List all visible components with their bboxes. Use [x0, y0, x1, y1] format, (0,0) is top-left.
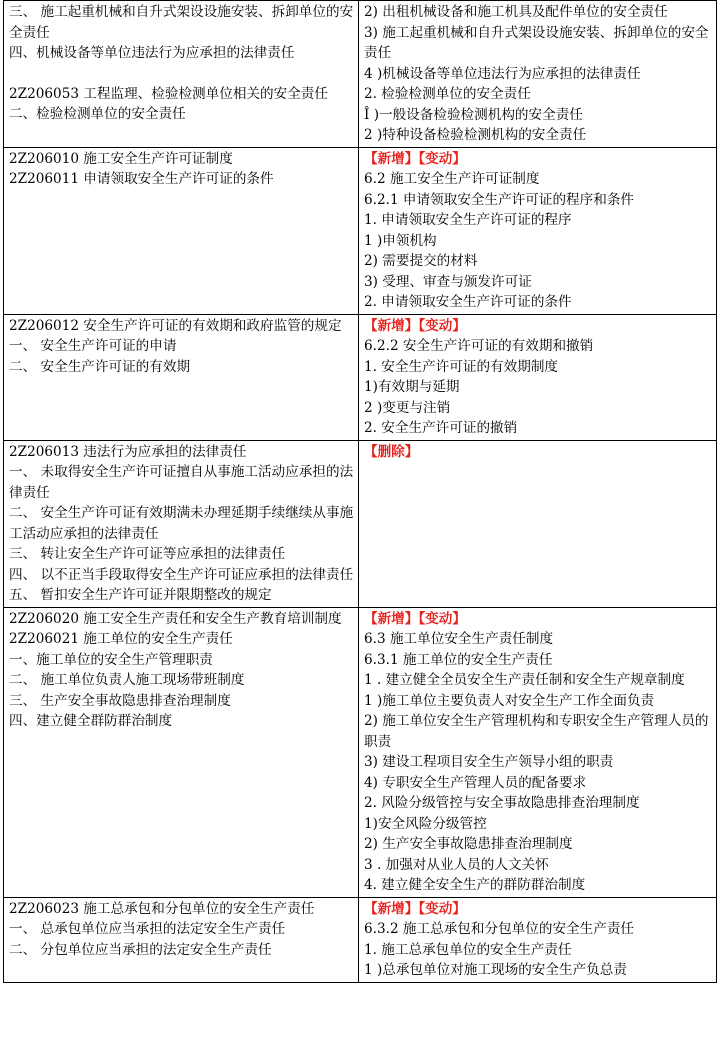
new-text-line: 2. 安全生产许可证的撤销 [364, 420, 518, 436]
change-tags [364, 149, 712, 170]
table-row [4, 1, 717, 148]
new-text-line: 3) 建设工程项目安全生产领导小组的职责 [364, 754, 614, 770]
new-edition-cell [359, 314, 717, 440]
new-edition-cell [359, 440, 717, 607]
old-edition-cell [4, 147, 359, 314]
old-text-line: 三、 转让安全生产许可证等应承担的法律责任 [9, 546, 286, 562]
new-text-line: 1 )总承包单位对施工现场的安全生产负总责 [364, 962, 627, 978]
tag-added: 【新增】 [364, 900, 419, 917]
change-tags [364, 442, 712, 463]
new-text-line: 2) 生产安全事故隐患排查治理制度 [364, 836, 573, 852]
old-text-line: 2Z206053 工程监理、检验检测单位相关的安全责任 [9, 85, 328, 102]
new-text-line: 6.3 施工单位安全生产责任制度 [364, 631, 554, 647]
old-text-line: 一、 总承包单位应当承担的法定安全生产责任 [9, 921, 286, 937]
old-text-line: 三、 施工起重机械和自升式架设设施安装、拆卸单位的安全责任 [9, 4, 354, 41]
new-edition-cell [359, 1, 717, 148]
new-edition-cell [359, 897, 717, 982]
new-text-line: 6.3.2 施工总承包和分包单位的安全生产责任 [364, 921, 635, 937]
tag-added: 【新增】 [364, 150, 419, 167]
tag-added: 【新增】 [364, 317, 419, 334]
new-text-line: 1)有效期与延期 [364, 379, 460, 395]
old-edition-cell [4, 607, 359, 897]
old-text-line: 五、 暂扣安全生产许可证并限期整改的规定 [9, 587, 272, 603]
old-text-line: 一、施工单位的安全生产管理职责 [9, 651, 213, 668]
table-row [4, 607, 717, 897]
comparison-table [3, 0, 717, 983]
old-text-line: 2Z206013 违法行为应承担的法律责任 [9, 443, 247, 460]
old-text-line: 四、机械设备等单位违法行为应承担的法律责任 [9, 45, 295, 61]
new-text-line: 1. 安全生产许可证的有效期制度 [364, 358, 559, 375]
old-text-line: 2Z206021 施工单位的安全生产责任 [9, 631, 233, 647]
old-text-line: 四、 以不正当手段取得安全生产许可证应承担的法律责任 [9, 566, 354, 583]
new-text-line: 6.2.2 安全生产许可证的有效期和撤销 [364, 338, 594, 354]
new-text-line: 2) 需要提交的材料 [364, 253, 478, 269]
new-text-line: 2 )变更与注销 [364, 399, 451, 416]
change-tags [364, 899, 712, 920]
old-text-line: 二、 安全生产许可证的有效期 [9, 358, 191, 375]
new-text-line: 1 . 建立健全全员安全生产责任制和安全生产规章制度 [364, 672, 685, 688]
old-text-line: 2Z206012 安全生产许可证的有效期和政府监管的规定 [9, 317, 342, 334]
old-edition-cell [4, 1, 359, 148]
old-edition-cell [4, 897, 359, 982]
table-row [4, 147, 717, 314]
old-text-line: 二、 施工单位负责人施工现场带班制度 [9, 672, 245, 688]
tag-changed: 【变动】 [418, 150, 466, 167]
new-text-line: 6.2.1 申请领取安全生产许可证的程序和条件 [364, 191, 635, 208]
tag-added: 【新增】 [364, 610, 419, 627]
new-text-line: 2) 施工单位安全生产管理机构和专职安全生产管理人员的职责 [364, 713, 709, 750]
new-text-line: 4 )机械设备等单位违法行为应承担的法律责任 [364, 65, 641, 82]
old-edition-cell [4, 440, 359, 607]
old-text-line: 二、检验检测单位的安全责任 [9, 106, 186, 122]
new-text-line: 4. 建立健全安全生产的群防群治制度 [364, 877, 586, 893]
new-text-line: 3) 施工起重机械和自升式架设设施安装、拆卸单位的安全责任 [364, 24, 709, 61]
change-tags [364, 609, 712, 630]
tag-changed: 【变动】 [418, 317, 466, 334]
new-text-line: 2 )特种设备检验检测机构的安全责任 [364, 127, 587, 143]
new-text-line: 3 . 加强对从业人员的人文关怀 [364, 856, 549, 873]
tag-changed: 【变动】 [418, 610, 466, 627]
old-text-line: 2Z206011 申请领取安全生产许可证的条件 [9, 171, 274, 187]
old-text-line: 一、 未取得安全生产许可证擅自从事施工活动应承担的法律责任 [9, 464, 354, 501]
new-edition-cell [359, 607, 717, 897]
table-row [4, 440, 717, 607]
old-text-line: 2Z206020 施工安全生产责任和安全生产教育培训制度 [9, 610, 342, 627]
old-text-line: 二、 安全生产许可证有效期满未办理延期手续继续从事施工活动应承担的法律责任 [9, 505, 354, 542]
old-text-line: 一、 安全生产许可证的申请 [9, 338, 177, 354]
old-text-line: 二、 分包单位应当承担的法定安全生产责任 [9, 941, 272, 958]
new-text-line: 1)安全风险分级管控 [364, 815, 487, 832]
old-text-line: 2Z206010 施工安全生产许可证制度 [9, 150, 233, 167]
new-text-line: 2. 风险分级管控与安全事故隐患排查治理制度 [364, 795, 640, 811]
old-edition-cell [4, 314, 359, 440]
change-tags [364, 316, 712, 337]
new-text-line: 2. 检验检测单位的安全责任 [364, 86, 531, 102]
new-text-line: 3) 受理、审查与颁发许可证 [364, 273, 532, 290]
new-text-line: 6.3.1 施工单位的安全生产责任 [364, 651, 553, 668]
new-edition-cell [359, 147, 717, 314]
new-text-line: 1. 申请领取安全生产许可证的程序 [364, 212, 572, 228]
new-text-line: 1 )申领机构 [364, 232, 437, 249]
old-text-line: 2Z206023 施工总承包和分包单位的安全生产责任 [9, 900, 315, 917]
tag-changed: 【变动】 [418, 900, 466, 917]
new-text-line: 2) 出租机械设备和施工机具及配件单位的安全责任 [364, 4, 668, 20]
new-text-line: 6.2 施工安全生产许可证制度 [364, 171, 540, 187]
table-row [4, 314, 717, 440]
tag-deleted: 【删除】 [364, 443, 419, 460]
table-row [4, 897, 717, 982]
old-text-line: 三、 生产安全事故隐患排查治理制度 [9, 692, 231, 709]
old-text-line: 四、建立健全群防群治制度 [9, 713, 173, 729]
new-text-line: Î )一般设备检验检测机构的安全责任 [364, 106, 583, 123]
new-text-line: 1. 施工总承包单位的安全生产责任 [364, 941, 572, 958]
new-text-line: 1 )施工单位主要负责人对安全生产工作全面负责 [364, 692, 655, 709]
new-text-line: 2. 申请领取安全生产许可证的条件 [364, 294, 572, 310]
new-text-line: 4) 专职安全生产管理人员的配备要求 [364, 774, 587, 791]
